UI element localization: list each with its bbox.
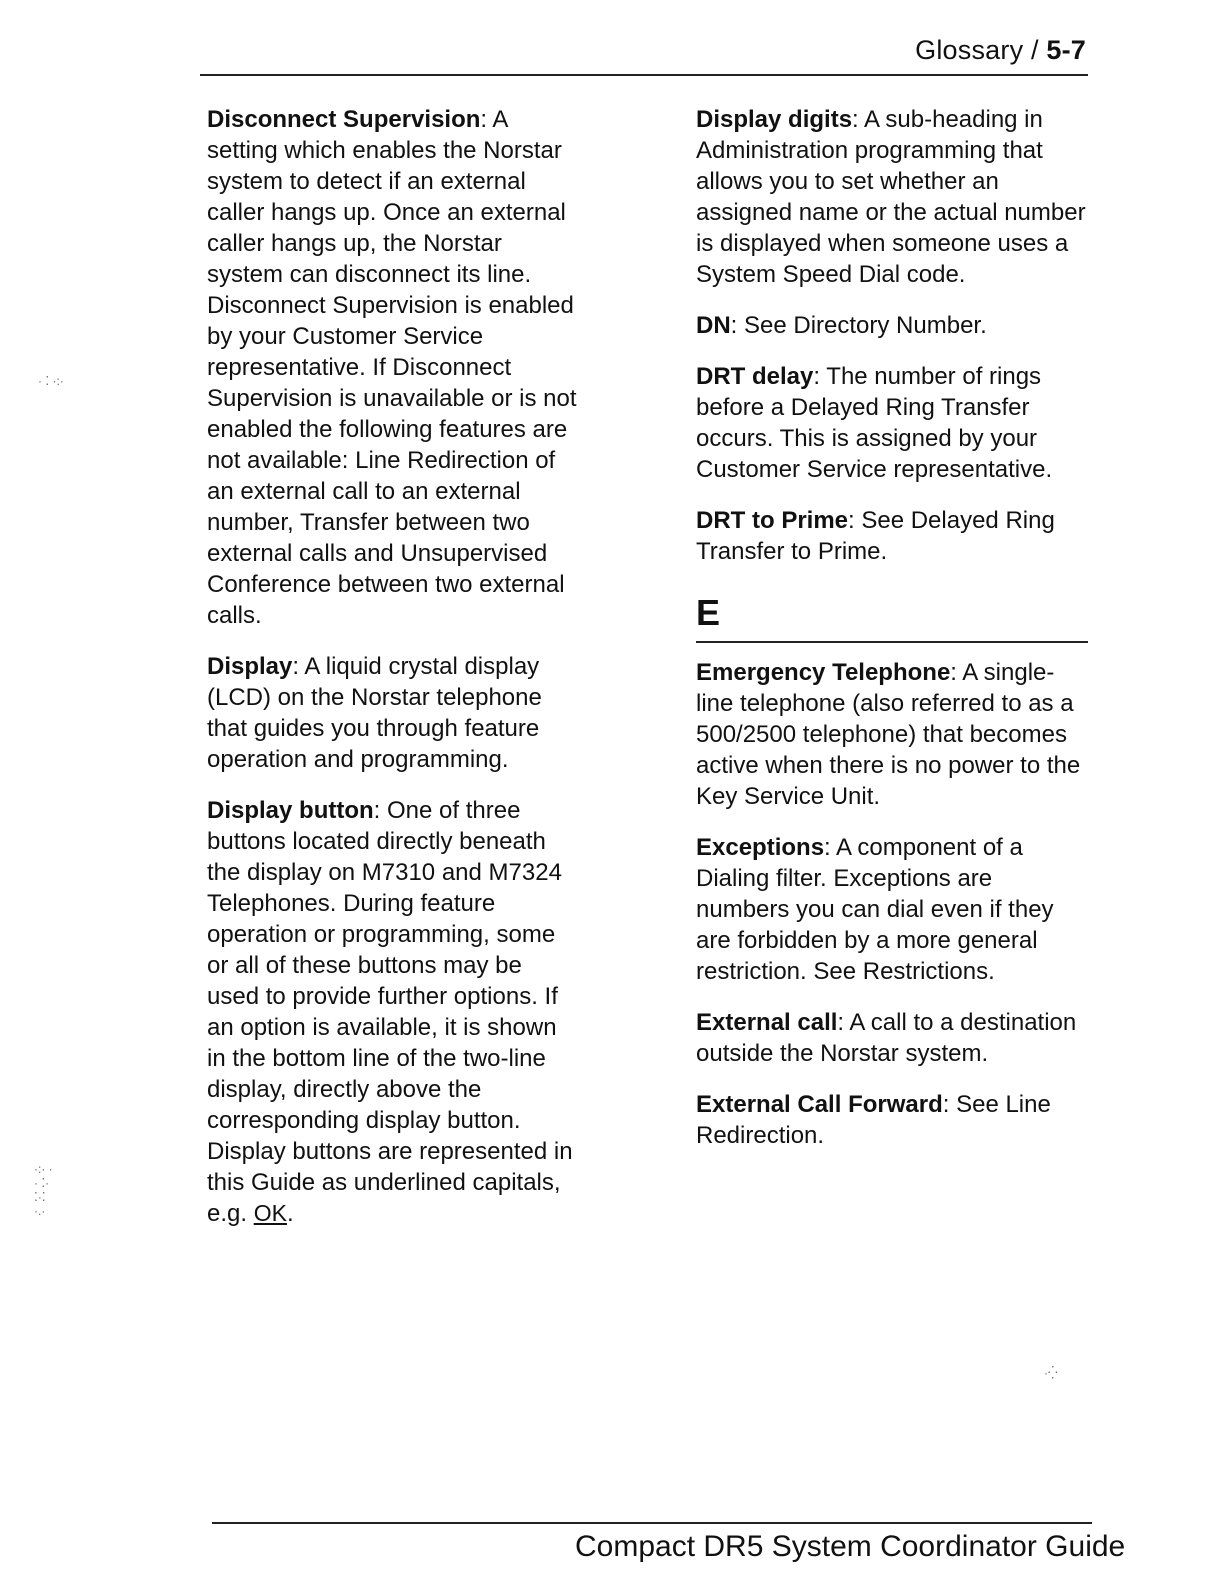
footer-title: Compact DR5 System Coordinator Guide [575,1530,1126,1563]
glossary-definition-end: . [286,1200,294,1227]
glossary-term: External Call Forward [696,1091,943,1118]
glossary-entry [696,657,1088,812]
glossary-definition: : See Line Redirection. [696,1091,1051,1149]
display-button-example: OK [253,1200,287,1226]
glossary-term: DRT delay [696,363,814,390]
glossary-term: Emergency Telephone [696,659,951,686]
glossary-definition: : A sub-heading in Administration programming that allows you to set whether an assigned name or the actual number is displayed when someone uses a System Speed Dial code. [696,106,1086,288]
page-number: 5-7 [1046,35,1086,65]
right-column [696,104,1088,1171]
glossary-entry [207,104,577,631]
glossary-term: External call [696,1009,838,1036]
glossary-definition: : A setting which enables the Norstar system to detect if an external caller hangs up. Once an external caller hangs up, the Norstar system can disconnect its line. Disconnect Supervision is enabled by your Customer Service representative. If Disconnect Supervision is unavailable or is not enabled the following features are not available: Line Redirection of an external call to an external number, Transfer between two external calls and Unsupervised Conference between two external calls. [207,106,577,629]
glossary-definition: : A single-line telephone (also referred to as a 500/2500 telephone) that becomes active when there is no power to the Key Service Unit. [696,659,1081,810]
glossary-entry [696,361,1088,485]
glossary-term: Exceptions [696,834,825,861]
glossary-entry [696,832,1088,987]
glossary-definition: : The number of rings before a Delayed Ring Transfer occurs. This is assigned by your Customer Service representative. [696,363,1053,483]
glossary-term: Disconnect Supervision [207,106,481,133]
glossary-definition: : See Delayed Ring Transfer to Prime. [696,507,1055,565]
glossary-term: DN [696,312,731,339]
glossary-entry [696,1007,1088,1069]
header-section: Glossary / [915,35,1047,65]
glossary-entry [696,104,1088,290]
scan-speck: ·⁛ [1044,1366,1058,1380]
page-header [200,30,1088,76]
glossary-entry [696,1089,1088,1151]
footer-rule [212,1522,1092,1524]
glossary-term: Display button [207,797,374,824]
scan-speck: · ⁚ ·:· [38,374,64,388]
glossary-definition: : A component of a Dialing filter. Exceptions are numbers you can dial even if they are forbidden by a more general restriction. See Restrictions. [696,834,1054,985]
glossary-entry [696,310,1088,341]
glossary-definition: : One of three buttons located directly beneath the display on M7310 and M7324 Telephones. During feature operation or programming, some or all of these buttons may be used to provide further options. If an option is available, it is shown in the bottom line of the two-line display, directly above the corresponding display button. Display buttons are represented in this Guide as underlined capitals, e.g. [207,797,573,1227]
glossary-term: Display [207,653,293,680]
running-header [915,35,1086,66]
glossary-entry [207,795,577,1229]
section-heading-e: E [696,587,1088,643]
glossary-term: DRT to Prime [696,507,849,534]
glossary-definition: : A call to a destination outside the Norstar system. [696,1009,1077,1067]
left-column [207,104,577,1249]
glossary-term: Display digits [696,106,853,133]
scan-speck: ·:· · · ⁚· ⁚·⁚ ·.· [34,1162,53,1218]
glossary-definition: : See Directory Number. [730,312,987,339]
glossary-entry [207,651,577,775]
glossary-entry [696,505,1088,567]
glossary-definition: : A liquid crystal display (LCD) on the Norstar telephone that guides you through feature operation and programming. [207,653,542,773]
